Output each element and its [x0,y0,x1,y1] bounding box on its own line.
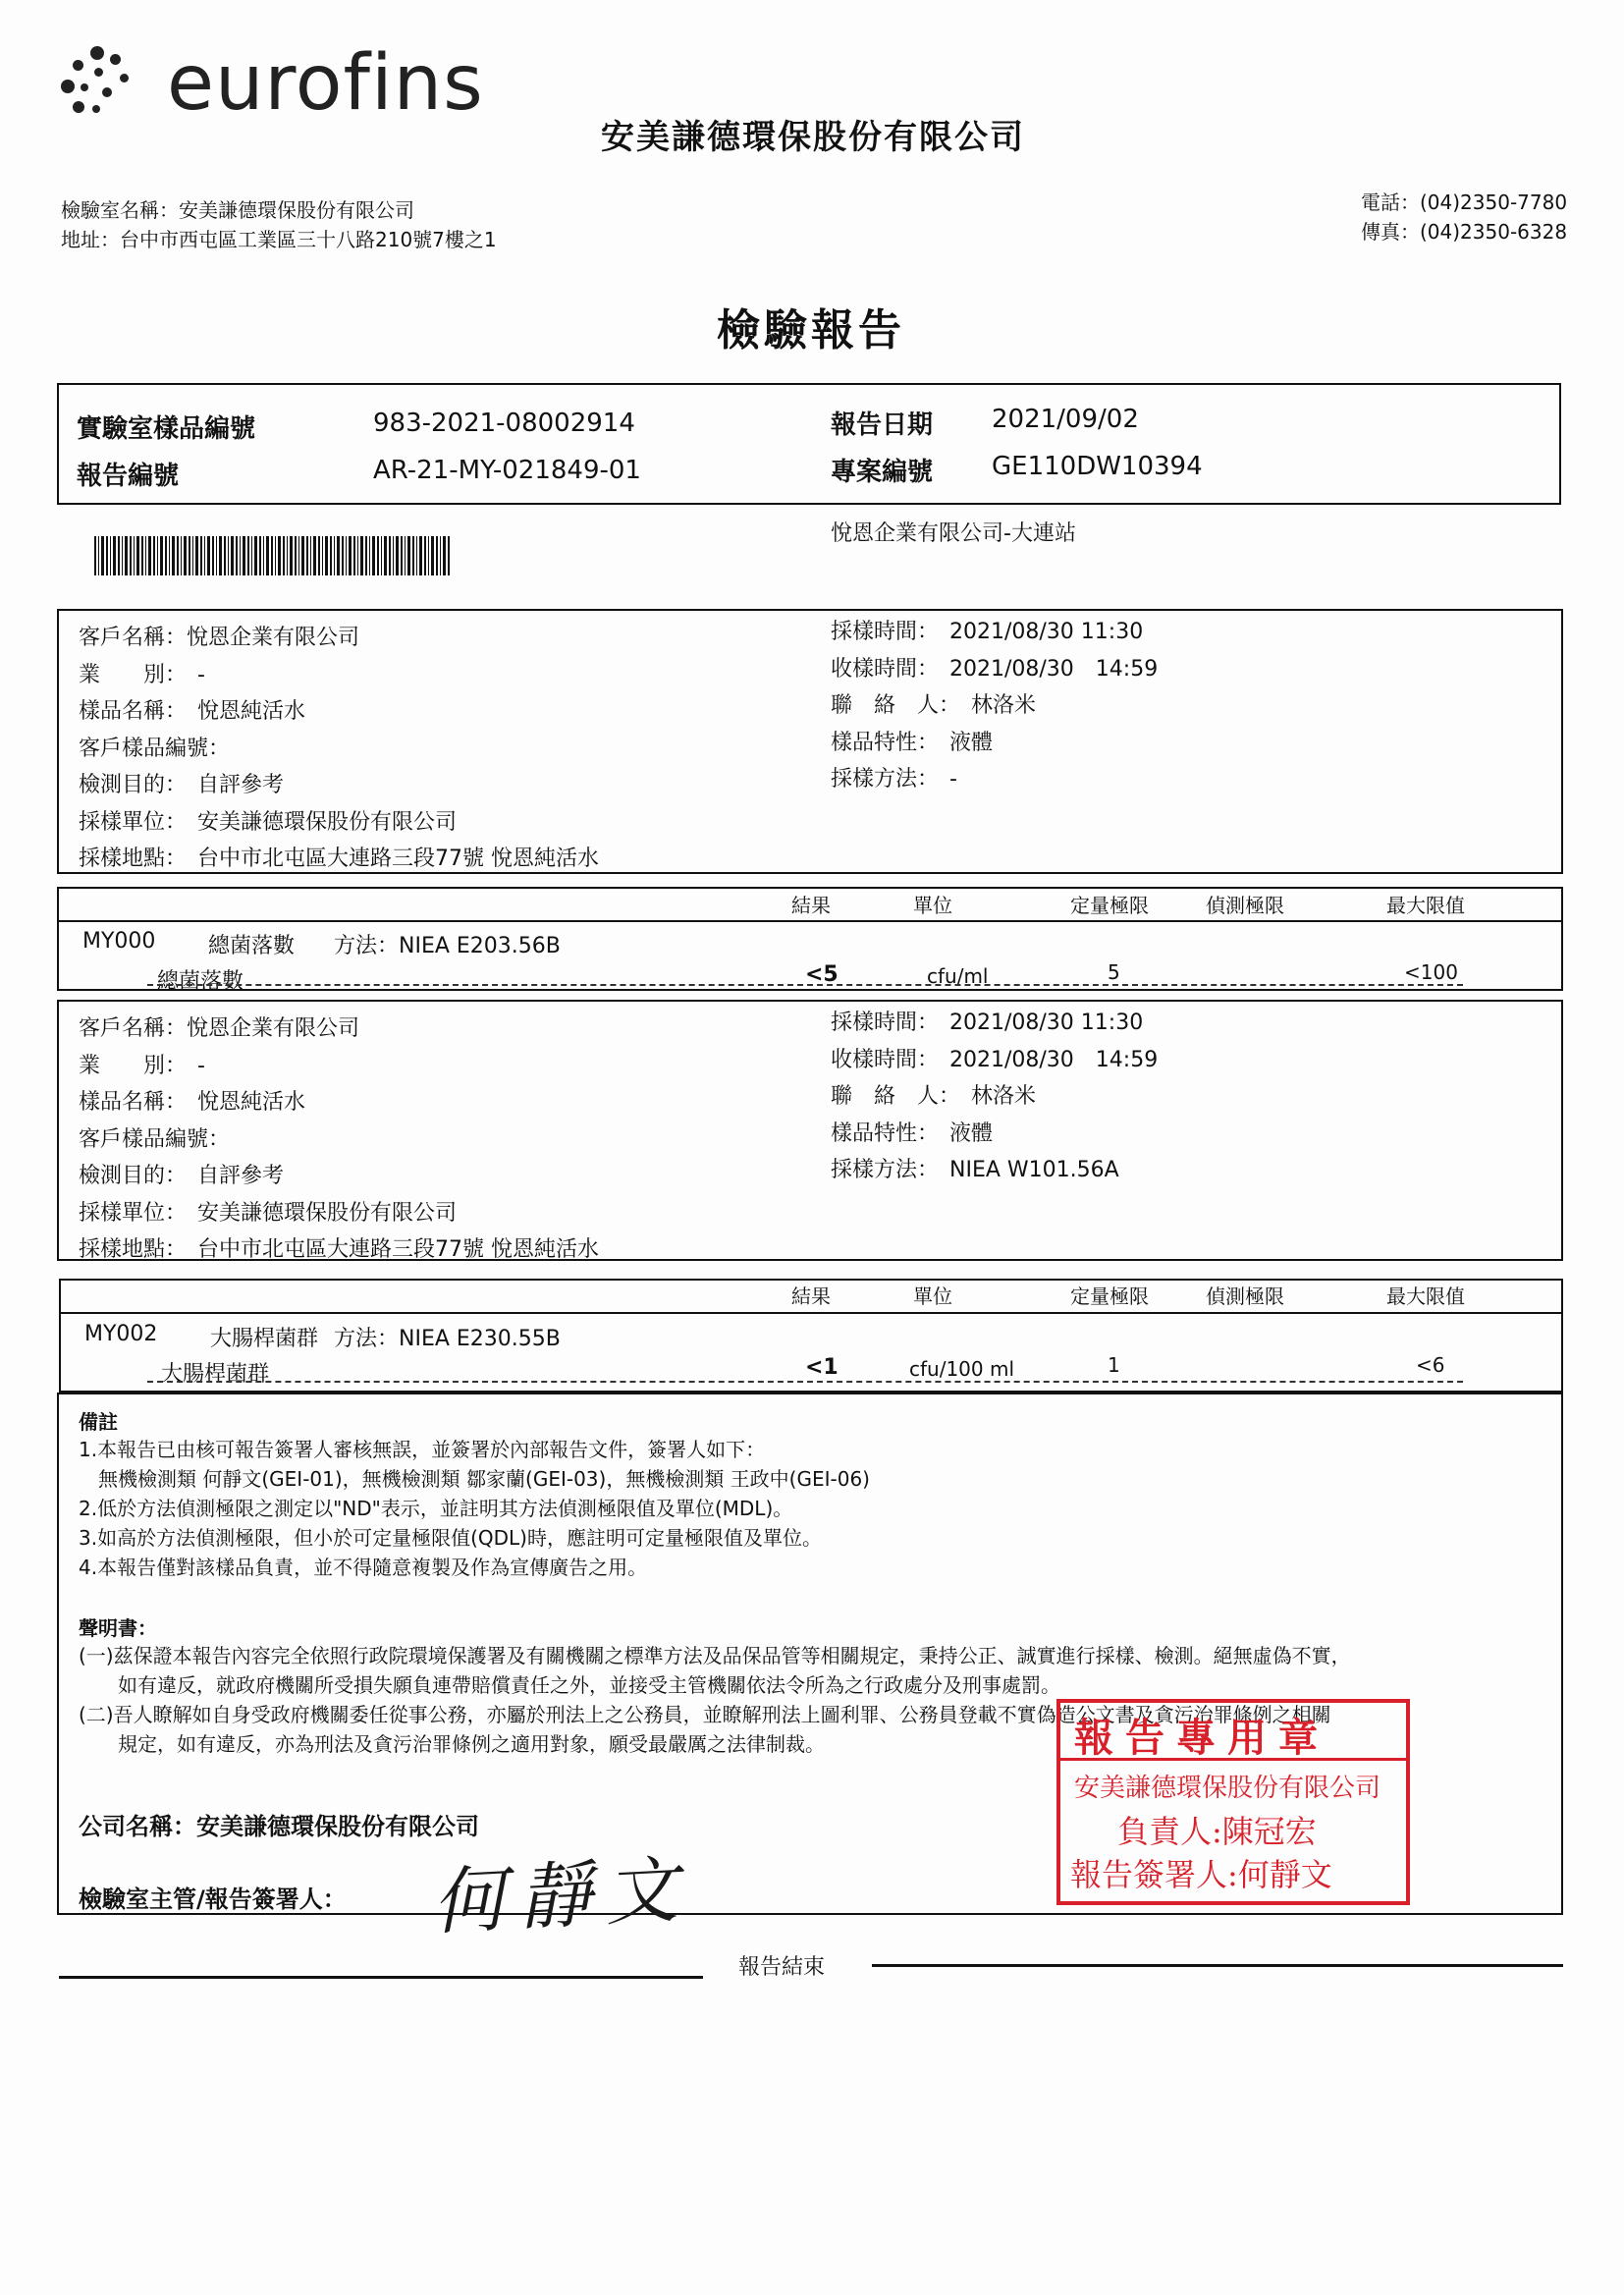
remark-line: 2.低於方法偵測極限之測定以"ND"表示，並註明其方法偵測極限值及單位(MDL)。 [79,1497,793,1520]
barcode [94,536,450,575]
page-title: 檢驗報告 [717,305,905,355]
test-item: 總菌落數 [157,969,244,994]
test-unit: cfu/100 ml [909,1357,1015,1381]
test-code: MY002 [84,1322,158,1346]
company-header: 安美謙德環保股份有限公司 [601,118,1025,157]
dashed-line-1 [147,984,1463,986]
result-col-header: 單位 [913,894,952,917]
result-col-header: 最大限值 [1386,894,1465,917]
report-stamp [1056,1699,1410,1905]
remark-line: 無機檢測類 何靜文(GEI-01)，無機檢測類 鄒家蘭(GEI-03)，無機檢測類 王政中(GEI-06) [79,1467,870,1491]
stamp-rule [1060,1758,1406,1761]
project-no-label: 專案編號 [831,458,934,487]
logo-text: eurofins [167,39,484,128]
info-left-line: 採樣單位： 安美謙德環保股份有限公司 [79,1200,458,1226]
end-rule-left [59,1976,703,1979]
signer-label: 檢驗室主管/報告簽署人： [79,1885,347,1913]
sample-info-box-1 [57,609,1563,874]
stamp-title: 報告專用章 [1074,1715,1329,1761]
result-col-header: 定量極限 [1070,894,1149,917]
info-left-line: 客戶名稱：悅恩企業有限公司 [79,1016,360,1041]
report-no: AR-21-MY-021849-01 [373,456,641,485]
site-name: 悅恩企業有限公司-大連站 [831,521,1076,546]
test-result: <5 [805,962,839,987]
info-left-line: 客戶樣品編號： [79,1126,231,1152]
test-qdl: 5 [1108,960,1120,984]
sample-no: 983-2021-08002914 [373,409,635,438]
test-method: 方法：NIEA E230.55B [334,1327,561,1351]
info-right-line: 樣品特性： 液體 [831,1120,994,1146]
result-col-header: 結果 [791,1284,831,1308]
test-item: 大腸桿菌群 [161,1362,270,1387]
stamp-signer: 報告簽署人:何靜文 [1070,1856,1332,1893]
result-col-header: 最大限值 [1386,1284,1465,1308]
test-unit: cfu/ml [927,964,989,988]
remark-line: 1.本報告已由核可報告簽署人審核無誤，並簽署於內部報告文件，簽署人如下： [79,1438,766,1461]
info-right-line: 聯 絡 人： 林洛米 [831,1084,1037,1109]
report-no-label: 報告編號 [77,462,180,491]
info-right-line: 採樣方法： - [831,767,957,792]
info-right-line: 採樣時間： 2021/08/30 11:30 [831,1011,1144,1035]
declaration-line: 規定，如有違反，亦為刑法及貪污治罪條例之適用對象，願受最嚴厲之法律制裁。 [79,1732,825,1756]
info-left-line: 樣品名稱： 悅恩純活水 [79,699,306,724]
info-right-line: 收樣時間： 2021/08/30 14:59 [831,656,1159,682]
info-left-line: 檢測目的： 自評參考 [79,773,285,797]
remarks-title: 備註 [79,1410,118,1434]
lab-address: 地址：台中市西屯區工業區三十八路210號7樓之1 [61,228,497,251]
result-col-header: 偵測極限 [1206,1284,1284,1308]
info-left-line: 客戶樣品編號： [79,736,231,761]
declaration-line: (二)吾人瞭解如自身受政府機關委任從事公務，亦屬於刑法上之公務員，並瞭解刑法上圖利罪、公務員登載不實偽造公文書及貪污治罪條例之相關 [79,1703,1331,1726]
test-name: 大腸桿菌群 [210,1327,319,1351]
project-no: GE110DW10394 [992,452,1203,481]
test-qdl: 1 [1108,1353,1120,1377]
sample-no-label: 實驗室樣品編號 [77,414,256,444]
end-text: 報告結束 [738,1955,826,1980]
info-left-line: 檢測目的： 自評參考 [79,1164,285,1188]
test-name: 總菌落數 [208,934,296,958]
stamp-responsible: 負責人:陳冠宏 [1117,1813,1317,1850]
test-code: MY000 [82,929,156,954]
remark-line: 3.如高於方法偵測極限，但小於可定量極限值(QDL)時，應註明可定量極限值及單位。 [79,1526,822,1550]
info-left-line: 採樣地點： 台中市北屯區大連路三段77號 悅恩純活水 [79,1237,599,1262]
result-col-header: 定量極限 [1070,1284,1149,1308]
end-rule-right [872,1964,1563,1967]
info-left-line: 樣品名稱： 悅恩純活水 [79,1090,306,1115]
company-sign: 公司名稱：安美謙德環保股份有限公司 [79,1813,479,1840]
info-left-line: 業 別： - [79,662,205,687]
test-method: 方法：NIEA E203.56B [334,934,561,958]
info-right-line: 聯 絡 人： 林洛米 [831,693,1037,718]
remark-line: 4.本報告僅對該樣品負責，並不得隨意複製及作為宣傳廣告之用。 [79,1556,648,1579]
dashed-line-2 [147,1381,1463,1383]
report-header-box [57,383,1561,505]
lab-name: 檢驗室名稱：安美謙德環保股份有限公司 [61,198,414,222]
lab-fax: 傳真：(04)2350-6328 [1361,220,1568,244]
info-right-line: 採樣時間： 2021/08/30 11:30 [831,620,1144,644]
info-right-line: 樣品特性： 液體 [831,730,994,755]
test-result: <1 [805,1355,839,1380]
test-max: <6 [1416,1353,1445,1377]
report-date: 2021/09/02 [992,405,1139,434]
declaration-line: (一)茲保證本報告內容完全依照行政院環境保護署及有關機關之標準方法及品保品管等相關規定，秉持公正、誠實進行採樣、檢測。絕無虛偽不實， [79,1644,1351,1667]
test-max: <100 [1404,960,1458,984]
info-right-line: 採樣方法： NIEA W101.56A [831,1158,1119,1182]
result-col-header: 單位 [913,1284,952,1308]
info-left-line: 採樣單位： 安美謙德環保股份有限公司 [79,809,458,835]
handwritten-signature: 何靜文 [430,1847,694,1945]
info-left-line: 業 別： - [79,1053,205,1078]
info-left-line: 客戶名稱：悅恩企業有限公司 [79,626,360,650]
result-col-header: 結果 [791,894,831,917]
eurofins-logo-mark [59,44,147,123]
report-date-label: 報告日期 [831,410,934,440]
declaration-line: 如有違反，就政府機關所受損失願負連帶賠償責任之外，並接受主管機關依法令所為之行政處分及刑事處罰。 [79,1673,1060,1697]
info-left-line: 採樣地點： 台中市北屯區大連路三段77號 悅恩純活水 [79,847,599,871]
result-col-header: 偵測極限 [1206,894,1284,917]
stamp-company: 安美謙德環保股份有限公司 [1074,1774,1381,1803]
sample-info-box-2 [57,1000,1563,1261]
lab-phone: 電話：(04)2350-7780 [1361,191,1568,214]
info-right-line: 收樣時間： 2021/08/30 14:59 [831,1047,1159,1072]
declaration-title: 聲明書： [79,1616,157,1640]
